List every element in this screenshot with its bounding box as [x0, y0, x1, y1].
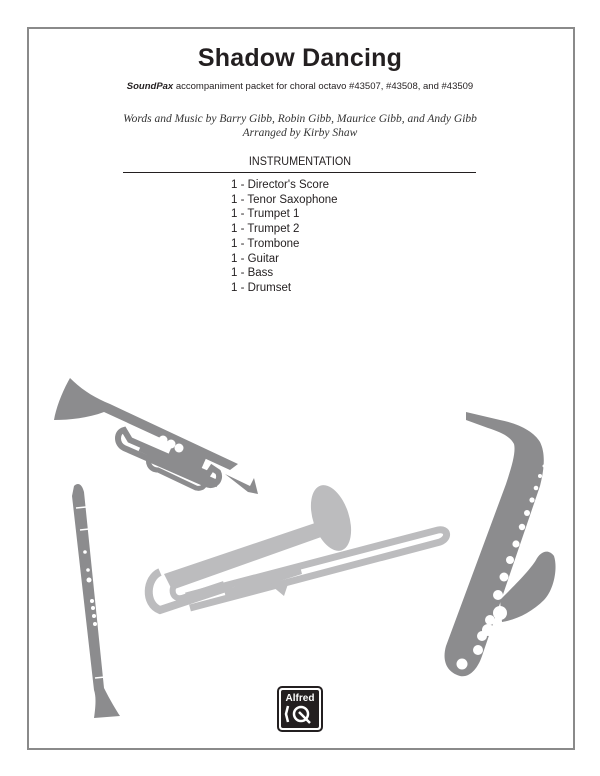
clarinet-icon: [72, 484, 120, 718]
trumpet-icon: [54, 378, 258, 494]
brand-name: SoundPax: [126, 81, 174, 92]
list-item: 1 - Director's Score: [231, 179, 330, 191]
list-item: 1 - Trombone: [231, 237, 300, 250]
alfred-logo: [277, 686, 323, 732]
svg-text:Alfred: Alfred: [285, 693, 315, 704]
list-item: 1 - Drumset: [231, 281, 292, 294]
page-title: Shadow Dancing: [197, 44, 403, 72]
trombone-icon: [149, 480, 447, 610]
list-item: 1 - Trumpet 2: [231, 223, 300, 236]
list-item: 1 - Tenor Saxophone: [231, 193, 338, 206]
instrumentation-heading: INSTRUMENTATION: [248, 154, 352, 168]
list-item: 1 - Bass: [231, 267, 274, 280]
list-item: 1 - Guitar: [231, 252, 279, 265]
list-item: 1 - Trumpet 1: [231, 208, 300, 221]
saxophone-icon: [445, 412, 556, 676]
subtitle-text: accompaniment packet for choral octavo #43507, #43508, and #43509: [173, 81, 474, 92]
arranger-credit: Arranged by Kirby Shaw: [242, 127, 358, 139]
words-music-credit: Words and Music by Barry Gibb, Robin Gibb, Maurice Gibb, and Andy Gibb: [123, 113, 477, 125]
